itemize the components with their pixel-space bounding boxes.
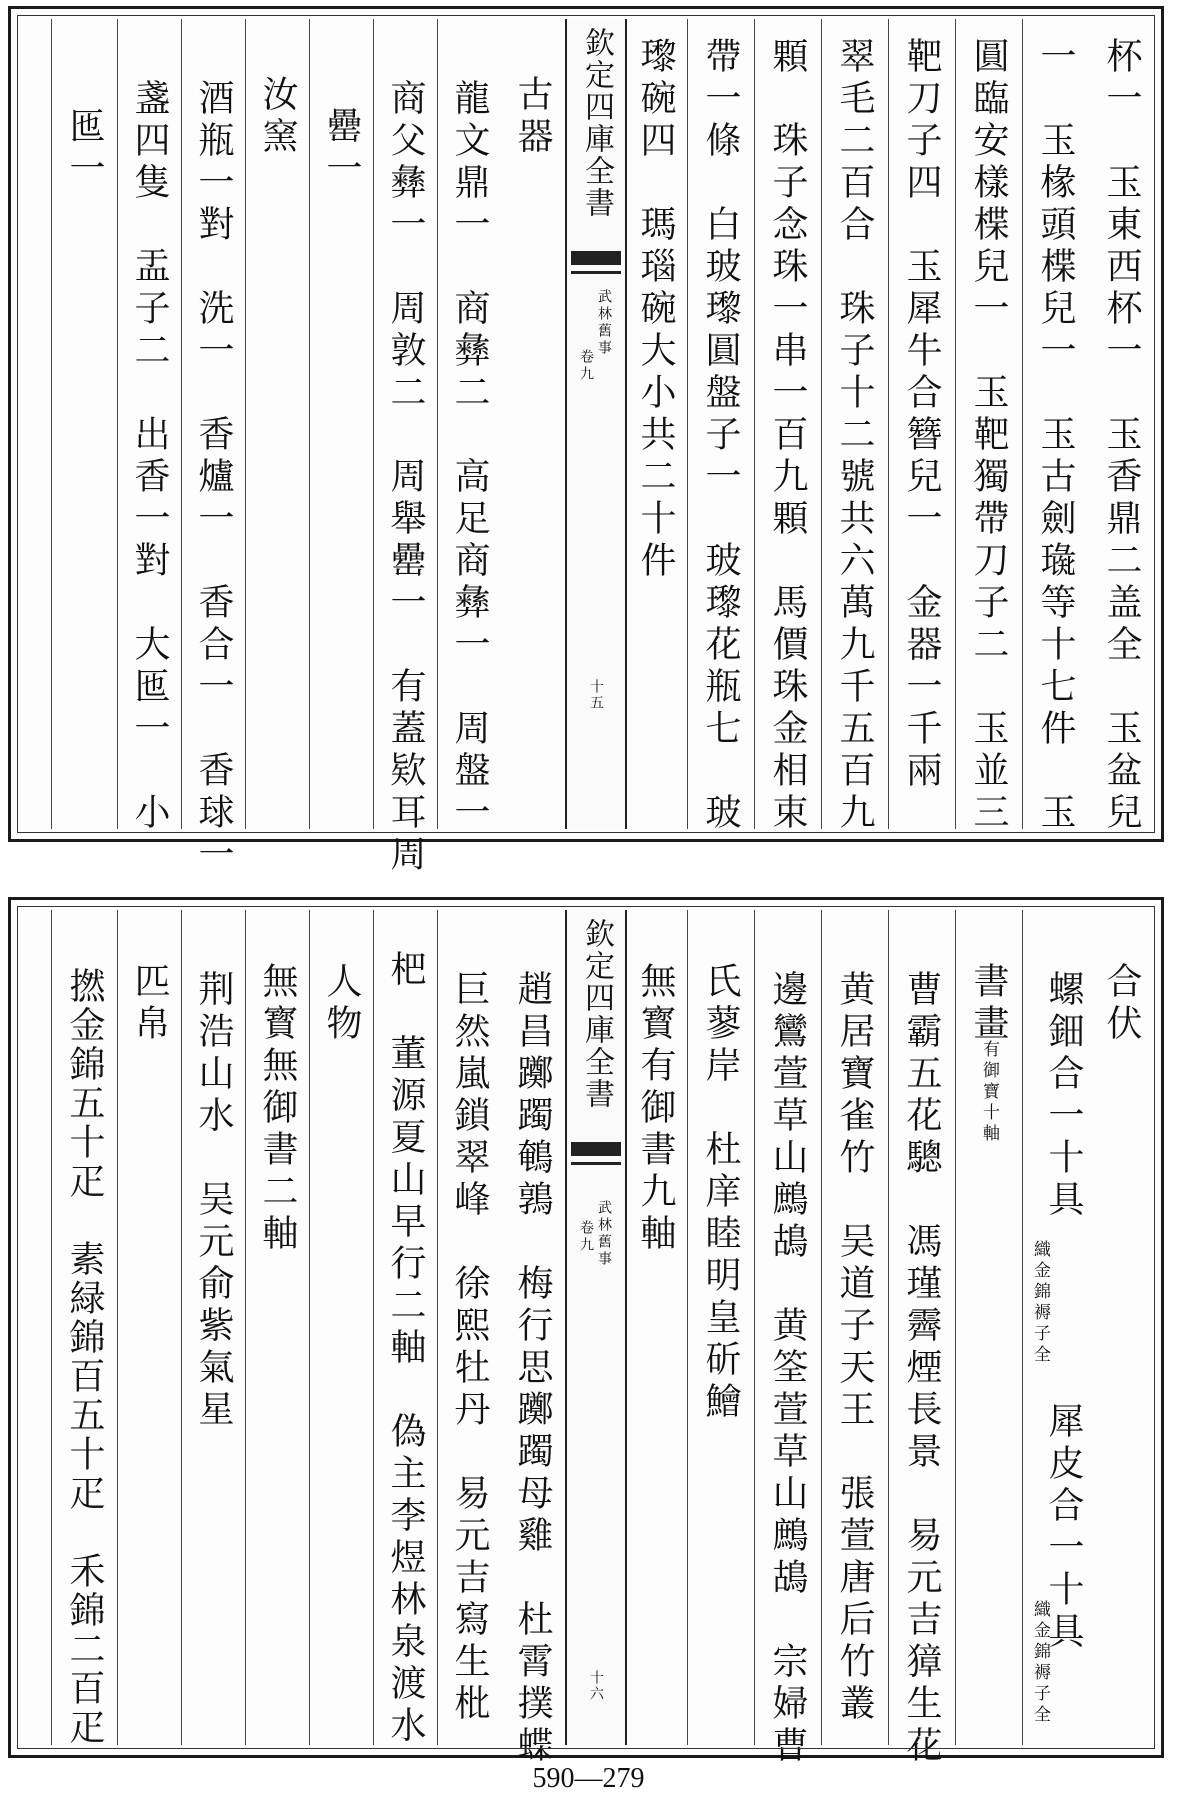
column-text: 匜一	[64, 107, 105, 191]
column-text: 翠毛二百合 珠子十二號共六萬九千五百九	[834, 37, 875, 835]
text-column	[245, 19, 310, 829]
text-column	[1022, 910, 1090, 1745]
text-column	[754, 19, 822, 835]
column-text: 龍文鼎一 商彝二 高足商彝一 周盤一	[449, 37, 490, 835]
text-column	[437, 910, 502, 1745]
column-text: 杷 董源夏山早行二軸 偽主李煜林泉渡水	[385, 950, 426, 1748]
top-page	[8, 6, 1164, 877]
column-text: 一 玉椽頭楪兒一 玉古劍璏等十七件 玉	[1035, 37, 1076, 835]
text-column	[117, 910, 182, 1745]
scan-page-number: 590—279	[532, 1763, 645, 1794]
column-text: 曹霸五花驄 馮瑾霽煙長景 易元吉獐生花	[901, 928, 942, 1768]
text-column	[754, 910, 822, 1768]
text-column	[687, 910, 755, 1745]
fish-tail-mark	[571, 1142, 621, 1156]
text-column	[501, 19, 565, 829]
book-title: 欽定四庫全書	[579, 27, 614, 219]
text-column	[888, 19, 956, 829]
fish-tail-mark	[571, 1162, 621, 1165]
column-text: 趙昌躑躅鵪鶉 梅行思躑躅母雞 杜霄撲蝶	[512, 928, 553, 1768]
text-column	[821, 910, 889, 1745]
text-column	[687, 19, 755, 835]
text-column	[373, 19, 438, 877]
text-column	[117, 19, 182, 835]
book-title: 欽定四庫全書	[579, 918, 614, 1110]
text-column	[245, 910, 310, 1745]
section-heading: 無寳有御書九軸	[635, 962, 676, 1256]
column-text: 黄居寶雀竹 吴道子天王 張萱唐后竹叢	[834, 928, 875, 1726]
text-column	[51, 19, 118, 829]
column-text: 罍一	[321, 107, 362, 191]
section-heading: 匹帛	[129, 962, 170, 1046]
column-text: 商父彝一 周敦二 周舉罍一 有蓋欵耳周	[385, 37, 426, 877]
section-heading: 人物	[321, 962, 362, 1046]
source-title: 武林舊事	[596, 1200, 612, 1268]
center-fold-column	[565, 19, 627, 829]
column-text: 瓈碗四 瑪瑙碗大小共二十件	[635, 37, 676, 583]
text-column	[181, 19, 246, 877]
fish-tail-mark	[571, 251, 621, 265]
text-column	[955, 19, 1023, 835]
text-column	[373, 910, 438, 1748]
text-column	[955, 910, 1023, 1745]
text-column	[437, 19, 502, 835]
section-heading: 古器	[512, 75, 553, 159]
column-text: 杯一 玉東西杯一 玉香鼎二盖全 玉盆兒	[1101, 37, 1142, 835]
column-text: 犀皮合一十具	[1043, 1360, 1084, 1654]
annotation-text: 織金錦褥子全	[1030, 1600, 1050, 1726]
text-column	[623, 19, 688, 829]
column-text: 邊鸞萱草山鷓鴣 黄筌萱草山鷓鴣 宗婦曹	[767, 928, 808, 1768]
section-heading: 無寳無御書二軸	[257, 962, 298, 1256]
column-text: 帶一條 白玻瓈圓盤子一 玻瓈花瓶七 玻	[700, 37, 741, 835]
bottom-page	[8, 897, 1164, 1768]
column-text: 荆浩山水 吴元俞紫氣星	[193, 928, 234, 1432]
text-column	[181, 910, 246, 1745]
column-text: 螺鈿合一十具	[1043, 928, 1084, 1222]
text-column	[501, 910, 565, 1768]
column-text: 撚金錦五十疋 素緑錦百五十疋 禾錦二百疋	[64, 928, 105, 1747]
source-title: 武林舊事	[596, 289, 612, 357]
text-column	[1089, 19, 1157, 835]
fish-tail-mark	[571, 271, 621, 274]
text-column	[1022, 19, 1090, 835]
center-fold-column	[565, 910, 627, 1745]
column-text: 顆 珠子念珠一串一百九顆 馬價珠金相束	[767, 37, 808, 835]
column-text: 氏蓼岸 杜庠睦明皇斫鱠	[700, 962, 741, 1424]
text-column	[623, 910, 688, 1745]
section-heading: 書畫	[968, 962, 1009, 1046]
section-heading: 汝窯	[257, 75, 298, 159]
column-text: 盞四隻 盂子二 出香一對 大匜一 小	[129, 37, 170, 835]
text-column	[309, 19, 374, 829]
section-heading: 合伏	[1101, 962, 1142, 1046]
annotation-text: 有御寶十軸	[979, 1040, 999, 1145]
column-text: 巨然嵐鎖翠峰 徐熙牡丹 易元吉寫生枇	[449, 928, 490, 1726]
text-column	[309, 910, 374, 1745]
text-column	[1089, 910, 1157, 1745]
annotation-text: 織金錦褥子全	[1030, 1240, 1050, 1366]
column-text: 圓臨安樣楪兒一 玉靶獨帶刀子二 玉並三	[968, 37, 1009, 835]
volume-label: 卷九	[578, 1220, 594, 1254]
text-column	[888, 910, 956, 1768]
text-column	[821, 19, 889, 835]
page-number: 十五	[588, 679, 604, 711]
column-text: 酒瓶一對 洗一 香爐一 香合一 香球一	[193, 37, 234, 877]
page-number: 十六	[588, 1670, 604, 1702]
volume-label: 卷九	[578, 349, 594, 383]
text-column	[51, 910, 118, 1745]
column-text: 靶刀子四 玉犀牛合簪兒一 金器一千兩	[901, 37, 942, 793]
